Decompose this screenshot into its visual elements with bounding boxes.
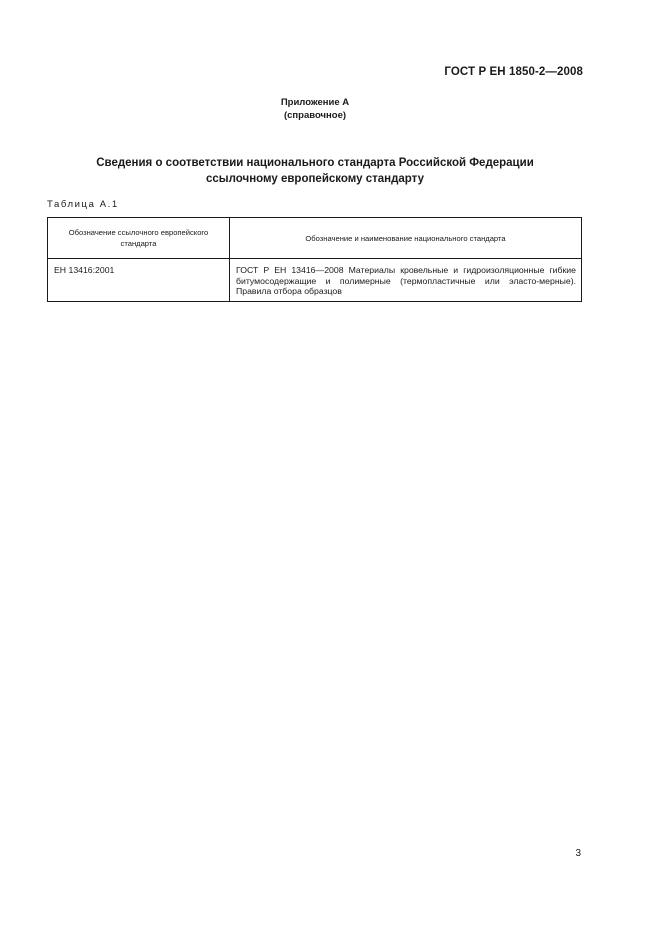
document-code: ГОСТ Р ЕН 1850-2—2008 [444,66,583,78]
cell-national-standard: ГОСТ Р ЕН 13416—2008 Материалы кровельные и гидроизоляционные гибкие битумосодержащие и полимерные (термопластичные или эласто-мерные). Правила отбора образцов [230,259,582,302]
section-title [0,155,630,187]
table-row [48,259,582,302]
appendix-heading [0,96,630,122]
correspondence-table [47,217,582,302]
section-title-line1: Сведения о соответствии национального стандарта Российской Федерации [96,157,534,169]
table-header-row [48,218,582,259]
table-caption: Таблица А.1 [47,199,119,210]
page-number: 3 [575,848,581,859]
appendix-title: Приложение А [280,97,350,108]
section-title-line2: ссылочному европейскому стандарту [206,173,424,185]
appendix-subtitle: (справочное) [283,110,347,121]
cell-reference-standard: ЕН 13416:2001 [48,259,230,302]
column-header-reference: Обозначение ссылочного европейского стандарта [48,218,230,259]
column-header-national: Обозначение и наименование национального стандарта [230,218,582,259]
